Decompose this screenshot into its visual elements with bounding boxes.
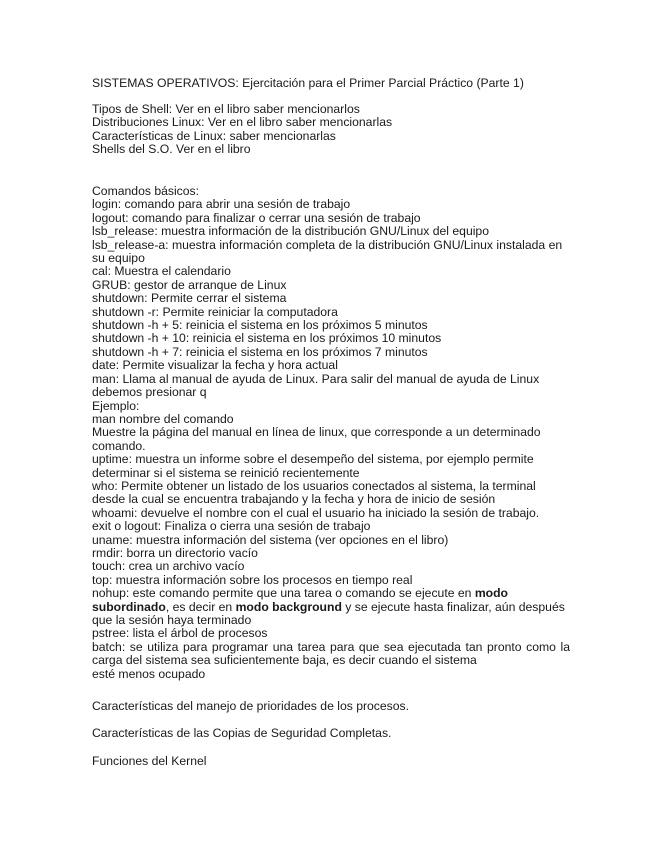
batch-end-line: esté menos ocupado: [92, 666, 206, 681]
command-line: shutdown -r: Permite reiniciar la computadora: [92, 304, 338, 319]
command-line: shutdown -h + 5: reinicia el sistema en los próximos 5 minutos: [92, 318, 428, 333]
section-copias-seguridad: Características de las Copias de Seguridad Completas.: [92, 726, 392, 740]
intro-line: Tipos de Shell: Ver en el libro saber mencionarlos: [92, 102, 360, 116]
command-line: login: comando para abrir una sesión de trabajo: [92, 197, 351, 212]
nohup-text: y se ejecute hasta finalizar, aún después que la sesión haya terminado: [92, 599, 565, 627]
commands-section: [92, 185, 570, 681]
nohup-paragraph: [92, 587, 570, 627]
command-line: uname: muestra información del sistema (ver opciones en el libro): [92, 532, 449, 547]
command-line: whoami: devuelve el nombre con el cual el usuario ha iniciado la sesión de trabajo.: [92, 505, 540, 520]
command-line: Ejemplo:: [92, 398, 140, 413]
command-line: lsb_release: muestra información de la distribución GNU/Linux del equipo: [92, 224, 489, 239]
command-line: rmdir: borra un directorio vacío: [92, 545, 258, 560]
nohup-bold-background: modo background: [235, 599, 342, 614]
command-line: touch: crea un archivo vacío: [92, 559, 245, 574]
command-line: who: Permite obtener un listado de los usuarios conectados al sistema, la terminal desde la cual se encuentra trabajando y la fecha y hora de inicio de sesión: [92, 478, 536, 507]
command-line: lsb_release-a: muestra información completa de la distribución GNU/Linux instalada en su equipo: [92, 237, 563, 266]
command-line: exit o logout: Finaliza o cierra una sesión de trabajo: [92, 519, 371, 534]
intro-line: Shells del S.O. Ver en el libro: [92, 142, 251, 157]
command-line: shutdown -h + 10: reinicia el sistema en los próximos 10 minutos: [92, 331, 442, 346]
command-line: top: muestra información sobre los procesos en tiempo real: [92, 572, 413, 587]
command-line: man: Llama al manual de ayuda de Linux. Para salir del manual de ayuda de Linux debemos presionar q: [92, 371, 540, 400]
section-prioridades: Características del manejo de prioridades de los procesos.: [92, 699, 410, 713]
command-line: logout: comando para finalizar o cerrar una sesión de trabajo: [92, 210, 421, 225]
pstree-line: pstree: lista el árbol de procesos: [92, 626, 268, 641]
intro-line: Características de Linux: saber mencionarlas: [92, 128, 336, 143]
command-line: cal: Muestra el calendario: [92, 264, 231, 279]
page-title: SISTEMAS OPERATIVOS: Ejercitación para el Primer Parcial Práctico (Parte 1): [92, 76, 524, 90]
intro-list: [92, 103, 570, 157]
command-line: man nombre del comando: [92, 411, 234, 426]
command-line: GRUB: gestor de arranque de Linux: [92, 277, 287, 292]
nohup-text: , es decir en: [165, 599, 236, 614]
command-line: uptime: muestra un informe sobre el desempeño del sistema, por ejemplo permite determinar si el sistema se reinició recientemente: [92, 452, 534, 480]
command-line: Muestre la página del manual en línea de linux, que corresponde a un determinado comando.: [92, 425, 541, 453]
command-line: shutdown: Permite cerrar el sistema: [92, 291, 287, 306]
nohup-text: nohup: este comando permite que una tarea o comando se ejecute en: [92, 586, 475, 601]
section-kernel: Funciones del Kernel: [92, 754, 207, 768]
intro-line: Distribuciones Linux: Ver en el libro saber mencionarlas: [92, 115, 393, 130]
commands-heading: Comandos básicos:: [92, 184, 200, 198]
nohup-bold-subordinado: modo subordinado: [92, 586, 508, 614]
command-line: date: Permite visualizar la fecha y hora actual: [92, 358, 338, 373]
command-line: shutdown -h + 7: reinicia el sistema en los próximos 7 minutos: [92, 344, 428, 359]
batch-paragraph: batch: se utiliza para programar una tarea para que sea ejecutada tan pronto como la carga del sistema sea suficientemente baja, es decir cuando el sistema: [92, 639, 570, 668]
